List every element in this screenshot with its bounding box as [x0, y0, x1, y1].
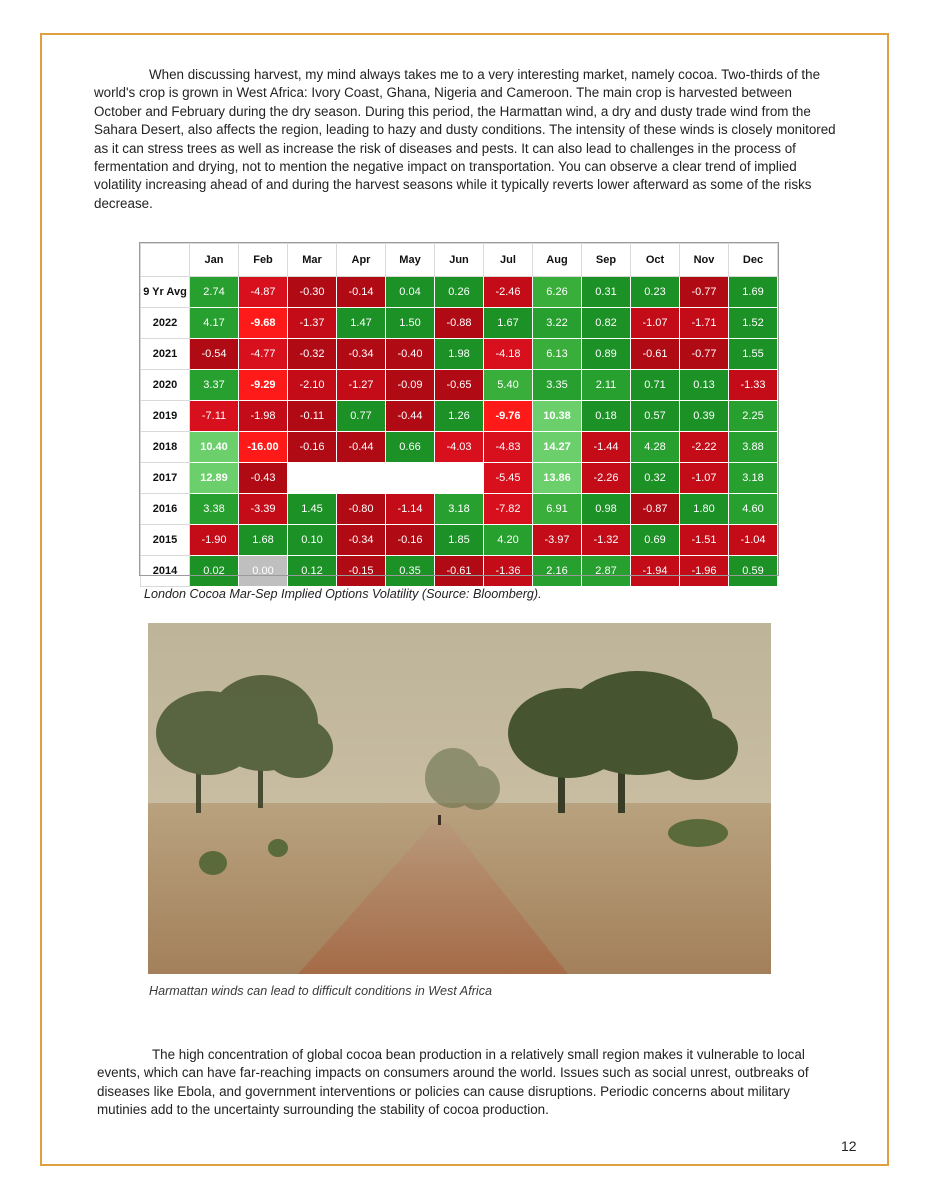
heatmap-cell: -2.10 [288, 370, 337, 401]
heatmap-cell: 1.67 [484, 308, 533, 339]
heatmap-cell: -0.16 [386, 525, 435, 556]
column-header-may: May [386, 244, 435, 277]
intro-paragraph-text: When discussing harvest, my mind always takes me to a very interesting market, namely cocoa. Two-thirds of the world's crop is grown in West Africa: Ivory Coast, Ghana, Nigeria and Cameroon. The main crop is harvested between October and February during the dry season. During this period, the Harmattan wind, a dry and dusty trade wind from the Sahara Desert, also affects the region, leading to hazy and dusty conditions. The intensity of these winds is closely monitored as it can stress trees as well as increase the risk of diseases and pests. It can also lead to challenges in the process of fermentation and drying, not to mention the negative impact on transportation. You can observe a clear trend of implied volatility increasing ahead of and during the harvest seasons while it typically reverts lower afterward as some of the risks decrease. [94, 67, 836, 211]
heatmap-row [141, 463, 778, 494]
heatmap-cell: -1.96 [680, 556, 729, 587]
heatmap-cell: 0.89 [582, 339, 631, 370]
heatmap-cell: 3.18 [729, 463, 778, 494]
heatmap-cell: 2.74 [190, 277, 239, 308]
heatmap-cell: -2.26 [582, 463, 631, 494]
heatmap-cell: -3.97 [533, 525, 582, 556]
heatmap-cell: 3.35 [533, 370, 582, 401]
heatmap-cell: -0.16 [288, 432, 337, 463]
heatmap-cell: -3.39 [239, 494, 288, 525]
heatmap-cell: 13.86 [533, 463, 582, 494]
heatmap-cell: -0.88 [435, 308, 484, 339]
heatmap-cell: 0.23 [631, 277, 680, 308]
heatmap-header-row [141, 244, 778, 277]
column-header-oct: Oct [631, 244, 680, 277]
column-header-apr: Apr [337, 244, 386, 277]
closing-paragraph-text: The high concentration of global cocoa bean production in a relatively small region makes it vulnerable to local events, which can have far-reaching impacts on consumers around the world. Issues such as social unrest, outbreaks of diseases like Ebola, and government interventions or policies can cause disruptions. Periodic concerns about military mutinies add to the uncertainty surrounding the stability of cocoa production. [97, 1047, 809, 1118]
heatmap-cell: -0.43 [239, 463, 288, 494]
heatmap-cell: 2.25 [729, 401, 778, 432]
heatmap-cell: -1.36 [484, 556, 533, 587]
column-header-jan: Jan [190, 244, 239, 277]
heatmap-cell: -0.30 [288, 277, 337, 308]
heatmap-cell: -0.32 [288, 339, 337, 370]
heatmap-cell: -1.51 [680, 525, 729, 556]
heatmap-cell: 1.45 [288, 494, 337, 525]
heatmap-row [141, 339, 778, 370]
heatmap-cell: -1.71 [680, 308, 729, 339]
heatmap-row [141, 401, 778, 432]
heatmap-cell: -0.61 [435, 556, 484, 587]
heatmap-cell: 0.69 [631, 525, 680, 556]
heatmap-cell: 1.98 [435, 339, 484, 370]
heatmap-cell: -1.07 [631, 308, 680, 339]
heatmap-body [141, 277, 778, 587]
heatmap-cell: -1.07 [680, 463, 729, 494]
column-header-mar: Mar [288, 244, 337, 277]
heatmap-cell: 0.98 [582, 494, 631, 525]
heatmap-cell: 14.27 [533, 432, 582, 463]
heatmap-cell: 4.28 [631, 432, 680, 463]
row-label: 2017 [141, 463, 190, 494]
heatmap-cell: 12.89 [190, 463, 239, 494]
heatmap-cell: 6.13 [533, 339, 582, 370]
chart-caption: London Cocoa Mar-Sep Implied Options Volatility (Source: Bloomberg). [144, 587, 542, 601]
heatmap-cell: 2.87 [582, 556, 631, 587]
row-label: 2020 [141, 370, 190, 401]
heatmap-cell: -1.37 [288, 308, 337, 339]
heatmap-cell: 3.38 [190, 494, 239, 525]
heatmap-cell: 3.22 [533, 308, 582, 339]
heatmap-row [141, 525, 778, 556]
heatmap-cell: -1.90 [190, 525, 239, 556]
column-header-sep: Sep [582, 244, 631, 277]
heatmap-cell: 4.17 [190, 308, 239, 339]
heatmap-cell: 0.00 [239, 556, 288, 587]
heatmap-cell: -5.45 [484, 463, 533, 494]
heatmap-row [141, 556, 778, 587]
heatmap-cell: -4.83 [484, 432, 533, 463]
heatmap-cell: 0.04 [386, 277, 435, 308]
heatmap-cell: -7.11 [190, 401, 239, 432]
row-label: 2019 [141, 401, 190, 432]
heatmap-cell: -4.18 [484, 339, 533, 370]
heatmap-cell: 1.52 [729, 308, 778, 339]
heatmap-cell: 3.37 [190, 370, 239, 401]
row-label: 9 Yr Avg [141, 277, 190, 308]
heatmap-cell: 1.68 [239, 525, 288, 556]
heatmap-cell: -0.65 [435, 370, 484, 401]
closing-paragraph [97, 1046, 841, 1120]
heatmap-row [141, 277, 778, 308]
heatmap-cell: -1.44 [582, 432, 631, 463]
heatmap-cell: -0.15 [337, 556, 386, 587]
heatmap-cell [435, 463, 484, 494]
harmattan-landscape-photo [148, 623, 771, 974]
heatmap-cell: -0.14 [337, 277, 386, 308]
heatmap-cell: -1.33 [729, 370, 778, 401]
heatmap-cell [386, 463, 435, 494]
heatmap-cell: -0.80 [337, 494, 386, 525]
heatmap-cell: -4.03 [435, 432, 484, 463]
heatmap-cell: -9.76 [484, 401, 533, 432]
heatmap-cell: -0.77 [680, 339, 729, 370]
heatmap-cell: -1.32 [582, 525, 631, 556]
row-label: 2021 [141, 339, 190, 370]
heatmap-cell: 6.26 [533, 277, 582, 308]
heatmap-cell: 6.91 [533, 494, 582, 525]
heatmap-cell: 0.77 [337, 401, 386, 432]
intro-paragraph [94, 66, 838, 213]
heatmap-cell: -0.11 [288, 401, 337, 432]
heatmap-cell: 0.10 [288, 525, 337, 556]
heatmap-cell: 2.16 [533, 556, 582, 587]
heatmap-cell: 0.59 [729, 556, 778, 587]
heatmap-cell: 4.20 [484, 525, 533, 556]
heatmap-cell: -0.40 [386, 339, 435, 370]
heatmap-cell: 0.26 [435, 277, 484, 308]
column-header-feb: Feb [239, 244, 288, 277]
heatmap-cell: 3.88 [729, 432, 778, 463]
heatmap-cell: 1.80 [680, 494, 729, 525]
heatmap-cell: -1.27 [337, 370, 386, 401]
heatmap-cell: 1.26 [435, 401, 484, 432]
volatility-heatmap-table [140, 243, 778, 587]
heatmap-cell: 0.71 [631, 370, 680, 401]
heatmap-cell: 5.40 [484, 370, 533, 401]
heatmap-row [141, 370, 778, 401]
heatmap-cell: 0.82 [582, 308, 631, 339]
heatmap-cell: -0.09 [386, 370, 435, 401]
heatmap-cell: 1.85 [435, 525, 484, 556]
heatmap-cell: -1.14 [386, 494, 435, 525]
heatmap-cell: 0.32 [631, 463, 680, 494]
heatmap-cell: 10.38 [533, 401, 582, 432]
heatmap-cell: -4.77 [239, 339, 288, 370]
harmattan-photo-illustration [148, 623, 771, 974]
column-header-dec: Dec [729, 244, 778, 277]
heatmap-cell: 0.39 [680, 401, 729, 432]
heatmap-cell: -9.68 [239, 308, 288, 339]
heatmap-row [141, 432, 778, 463]
heatmap-cell: 1.47 [337, 308, 386, 339]
row-label: 2016 [141, 494, 190, 525]
column-header-jul: Jul [484, 244, 533, 277]
heatmap-cell: -0.87 [631, 494, 680, 525]
heatmap-cell: -0.44 [386, 401, 435, 432]
heatmap-cell: -9.29 [239, 370, 288, 401]
heatmap-cell: 0.12 [288, 556, 337, 587]
heatmap-cell: 4.60 [729, 494, 778, 525]
heatmap-cell: -16.00 [239, 432, 288, 463]
heatmap-cell: -0.34 [337, 525, 386, 556]
heatmap-cell: -2.46 [484, 277, 533, 308]
column-header-jun: Jun [435, 244, 484, 277]
heatmap-cell: 2.11 [582, 370, 631, 401]
heatmap-cell: -1.98 [239, 401, 288, 432]
heatmap-cell: 0.31 [582, 277, 631, 308]
heatmap-cell: -2.22 [680, 432, 729, 463]
page-number: 12 [841, 1138, 857, 1154]
heatmap-cell: 1.50 [386, 308, 435, 339]
heatmap-cell: 0.35 [386, 556, 435, 587]
heatmap-cell: -4.87 [239, 277, 288, 308]
heatmap-cell: -0.34 [337, 339, 386, 370]
heatmap-cell: 0.66 [386, 432, 435, 463]
heatmap-cell: 0.18 [582, 401, 631, 432]
heatmap-row [141, 308, 778, 339]
row-label: 2014 [141, 556, 190, 587]
column-header-aug: Aug [533, 244, 582, 277]
heatmap-row [141, 494, 778, 525]
heatmap-cell [288, 463, 337, 494]
heatmap-cell: -0.77 [680, 277, 729, 308]
heatmap-cell: 0.13 [680, 370, 729, 401]
heatmap-cell [337, 463, 386, 494]
heatmap-cell: -1.94 [631, 556, 680, 587]
row-label: 2022 [141, 308, 190, 339]
heatmap-cell: 10.40 [190, 432, 239, 463]
heatmap-cell: 0.02 [190, 556, 239, 587]
heatmap-cell: 1.55 [729, 339, 778, 370]
column-header-nov: Nov [680, 244, 729, 277]
heatmap-cell: -1.04 [729, 525, 778, 556]
heatmap-cell: -7.82 [484, 494, 533, 525]
heatmap-cell: 3.18 [435, 494, 484, 525]
heatmap-cell: -0.61 [631, 339, 680, 370]
heatmap-cell: -0.44 [337, 432, 386, 463]
row-label: 2018 [141, 432, 190, 463]
heatmap-cell: -0.54 [190, 339, 239, 370]
row-label: 2015 [141, 525, 190, 556]
photo-caption: Harmattan winds can lead to difficult conditions in West Africa [149, 984, 492, 998]
heatmap-cell: 0.57 [631, 401, 680, 432]
heatmap-corner-cell [141, 244, 190, 277]
heatmap-cell: 1.69 [729, 277, 778, 308]
